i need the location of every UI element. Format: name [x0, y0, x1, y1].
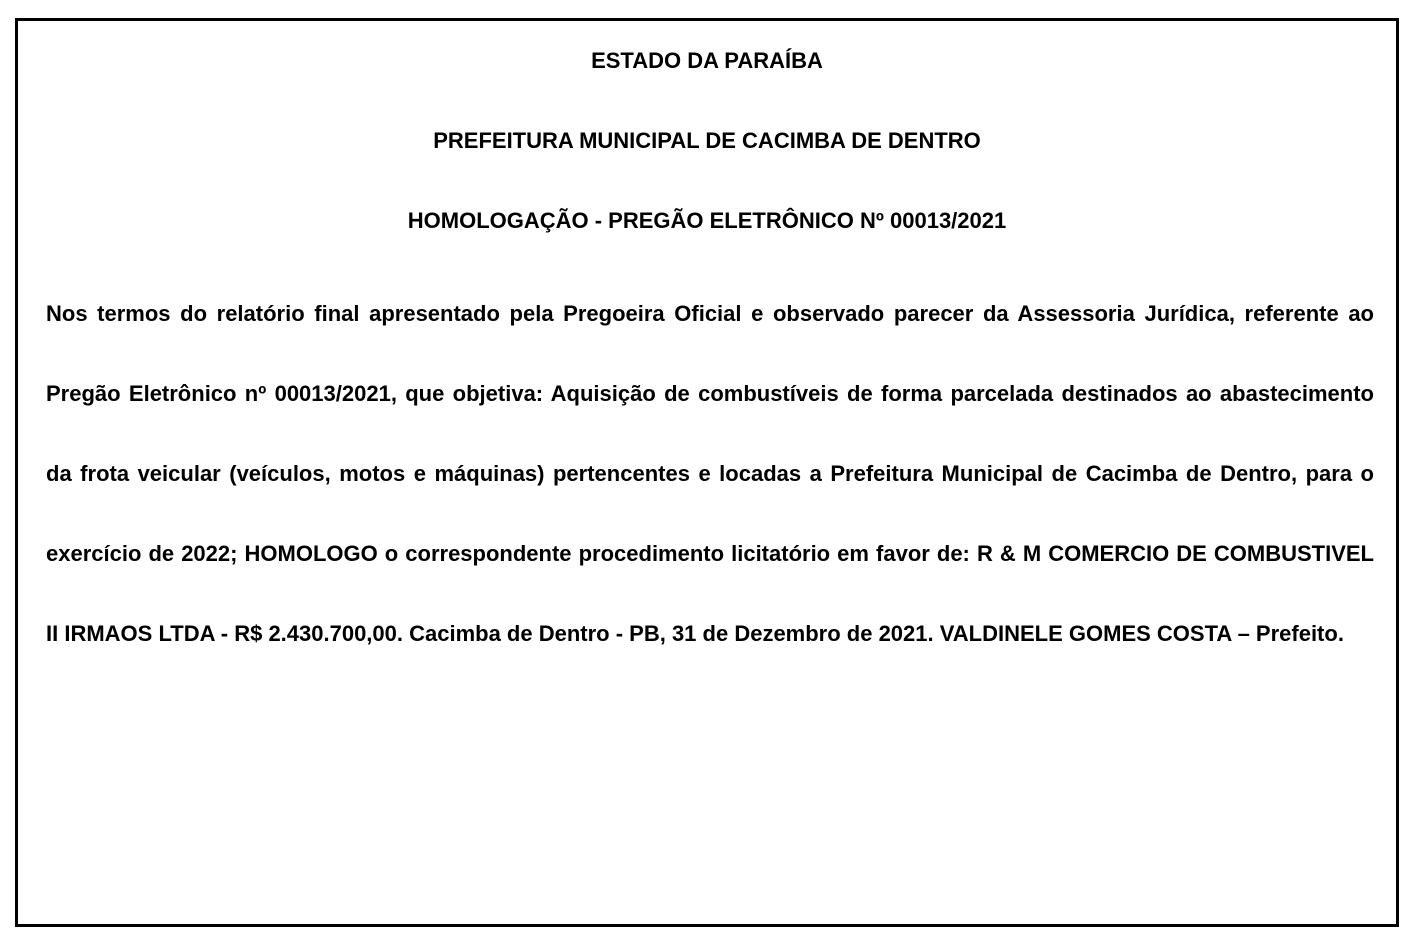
document-frame	[15, 18, 1399, 927]
state-heading: ESTADO DA PARAÍBA	[591, 48, 823, 73]
prefeitura-heading: PREFEITURA MUNICIPAL DE CACIMBA DE DENTRO	[433, 128, 981, 153]
act-title: HOMOLOGAÇÃO - PREGÃO ELETRÔNICO Nº 00013/2021	[407, 208, 1007, 233]
body-paragraph: Nos termos do relatório final apresentado pela Pregoeira Oficial e observado parecer da Assessoria Jurídica, referente ao Pregão Eletrônico nº 00013/2021, que objetiva: Aquisição de combustíveis de forma parcelada destinados ao abastecimento da frota veicular (veículos, motos e máquinas) pertencentes e locadas a Prefeitura Municipal de Cacimba de Dentro, para o exercício de 2022; HOMOLOGO o correspondente procedimento licitatório em favor de: R & M COMERCIO DE COMBUSTIVEL II IRMAOS LTDA - R$ 2.430.700,00. Cacimba de Dentro - PB, 31 de Dezembro de 2021. VALDINELE GOMES COSTA – Prefeito.	[46, 301, 1374, 646]
